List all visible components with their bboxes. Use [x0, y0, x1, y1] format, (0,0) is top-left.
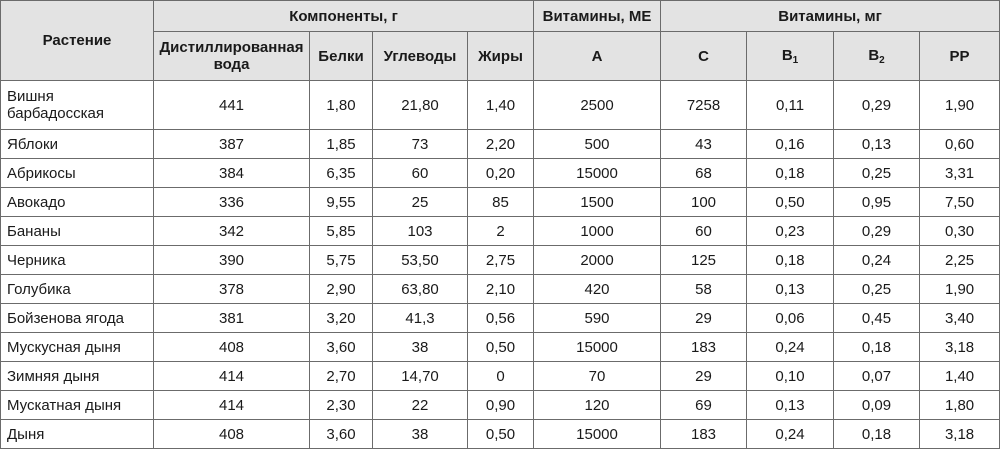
vitamin-b1-cell: 0,06: [747, 304, 834, 333]
components-group-header: Компоненты, г: [154, 1, 534, 32]
table-row: [1, 130, 1000, 159]
table-header: [1, 1, 1000, 81]
vitamin-a-cell: 420: [534, 275, 661, 304]
protein-cell: 2,70: [310, 362, 373, 391]
plant-name-cell: Зимняя дыня: [1, 362, 154, 391]
plant-name-cell: Мускусная дыня: [1, 333, 154, 362]
carbs-cell: 41,3: [373, 304, 468, 333]
vitamin-a-cell: 15000: [534, 420, 661, 449]
vitamin-c-cell: 183: [661, 333, 747, 362]
table-row: [1, 159, 1000, 188]
vitamin-a-cell: 70: [534, 362, 661, 391]
plant-name-cell: Мускатная дыня: [1, 391, 154, 420]
carbs-cell: 25: [373, 188, 468, 217]
vitamin-c-column-header: C: [661, 32, 747, 81]
vitamin-c-cell: 68: [661, 159, 747, 188]
carbs-cell: 14,70: [373, 362, 468, 391]
fats-cell: 2: [468, 217, 534, 246]
vitamin-b2-cell: 0,18: [834, 420, 920, 449]
fats-cell: 0: [468, 362, 534, 391]
vitamin-b2-label: B: [868, 46, 880, 64]
protein-cell: 9,55: [310, 188, 373, 217]
vitamin-pp-cell: 1,90: [920, 275, 1000, 304]
protein-cell: 3,20: [310, 304, 373, 333]
vitamin-b1-cell: 0,16: [747, 130, 834, 159]
table-row: [1, 333, 1000, 362]
vitamin-a-cell: 500: [534, 130, 661, 159]
vitamin-a-cell: 1500: [534, 188, 661, 217]
vitamin-b2-cell: 0,09: [834, 391, 920, 420]
vitamin-b2-cell: 0,45: [834, 304, 920, 333]
vitamin-b1-cell: 0,24: [747, 333, 834, 362]
vitamin-a-cell: 15000: [534, 333, 661, 362]
water-cell: 414: [154, 391, 310, 420]
plant-name-cell: Голубика: [1, 275, 154, 304]
table-row: [1, 362, 1000, 391]
vitamin-pp-cell: 3,18: [920, 420, 1000, 449]
vitamin-c-cell: 29: [661, 362, 747, 391]
vitamin-b1-cell: 0,13: [747, 275, 834, 304]
vitamin-pp-cell: 0,60: [920, 130, 1000, 159]
protein-column-header: Белки: [310, 32, 373, 81]
vitamin-c-cell: 100: [661, 188, 747, 217]
vitamin-b1-column-header: [747, 32, 834, 81]
carbs-cell: 38: [373, 420, 468, 449]
vitamin-pp-cell: 0,30: [920, 217, 1000, 246]
vitamins-me-group-header: Витамины, МЕ: [534, 1, 661, 32]
vitamin-a-cell: 1000: [534, 217, 661, 246]
vitamin-b1-cell: 0,13: [747, 391, 834, 420]
table-row: [1, 391, 1000, 420]
vitamin-b1-cell: 0,23: [747, 217, 834, 246]
fats-cell: 2,20: [468, 130, 534, 159]
protein-cell: 3,60: [310, 420, 373, 449]
water-cell: 336: [154, 188, 310, 217]
carbs-cell: 38: [373, 333, 468, 362]
vitamin-pp-cell: 1,90: [920, 81, 1000, 130]
carbs-cell: 103: [373, 217, 468, 246]
fats-cell: 1,40: [468, 81, 534, 130]
table-row: [1, 304, 1000, 333]
carbs-column-header: Углеводы: [373, 32, 468, 81]
carbs-cell: 21,80: [373, 81, 468, 130]
protein-cell: 2,90: [310, 275, 373, 304]
vitamin-a-cell: 2500: [534, 81, 661, 130]
vitamin-a-column-header: A: [534, 32, 661, 81]
vitamin-c-cell: 125: [661, 246, 747, 275]
water-cell: 390: [154, 246, 310, 275]
plant-name-cell: Яблоки: [1, 130, 154, 159]
vitamin-b2-cell: 0,18: [834, 333, 920, 362]
vitamin-pp-column-header: PP: [920, 32, 1000, 81]
plant-name-cell: Вишня барбадосская: [1, 81, 154, 130]
table-row: [1, 246, 1000, 275]
vitamin-pp-cell: 3,18: [920, 333, 1000, 362]
vitamin-c-cell: 29: [661, 304, 747, 333]
vitamin-b2-cell: 0,07: [834, 362, 920, 391]
fats-cell: 0,50: [468, 420, 534, 449]
table-row: [1, 217, 1000, 246]
carbs-cell: 63,80: [373, 275, 468, 304]
fats-cell: 2,75: [468, 246, 534, 275]
water-cell: 384: [154, 159, 310, 188]
vitamin-b1-subscript: 1: [792, 54, 799, 66]
fats-cell: 2,10: [468, 275, 534, 304]
table-row: [1, 420, 1000, 449]
water-cell: 414: [154, 362, 310, 391]
vitamin-c-cell: 43: [661, 130, 747, 159]
vitamin-c-cell: 58: [661, 275, 747, 304]
vitamin-b2-cell: 0,29: [834, 81, 920, 130]
vitamin-a-cell: 590: [534, 304, 661, 333]
vitamin-b1-cell: 0,50: [747, 188, 834, 217]
carbs-cell: 22: [373, 391, 468, 420]
carbs-cell: 60: [373, 159, 468, 188]
plant-name-cell: Дыня: [1, 420, 154, 449]
table-row: [1, 188, 1000, 217]
vitamin-b2-cell: 0,24: [834, 246, 920, 275]
vitamin-a-cell: 120: [534, 391, 661, 420]
protein-cell: 3,60: [310, 333, 373, 362]
fats-cell: 0,56: [468, 304, 534, 333]
vitamin-b2-subscript: 2: [879, 54, 885, 66]
vitamin-c-cell: 7258: [661, 81, 747, 130]
plant-name-cell: Бойзенова ягода: [1, 304, 154, 333]
vitamin-pp-cell: 2,25: [920, 246, 1000, 275]
protein-cell: 2,30: [310, 391, 373, 420]
vitamin-b1-cell: 0,18: [747, 159, 834, 188]
vitamin-b1-cell: 0,10: [747, 362, 834, 391]
vitamin-b1-cell: 0,24: [747, 420, 834, 449]
vitamin-b1-cell: 0,11: [747, 81, 834, 130]
vitamin-a-cell: 2000: [534, 246, 661, 275]
plant-name-cell: Бананы: [1, 217, 154, 246]
fats-cell: 85: [468, 188, 534, 217]
vitamin-b2-column-header: [834, 32, 920, 81]
fats-cell: 0,90: [468, 391, 534, 420]
vitamin-c-cell: 183: [661, 420, 747, 449]
water-cell: 408: [154, 333, 310, 362]
carbs-cell: 73: [373, 130, 468, 159]
vitamin-a-cell: 15000: [534, 159, 661, 188]
vitamin-pp-cell: 3,40: [920, 304, 1000, 333]
vitamin-pp-cell: 1,40: [920, 362, 1000, 391]
vitamin-b2-cell: 0,95: [834, 188, 920, 217]
water-cell: 387: [154, 130, 310, 159]
protein-cell: 5,85: [310, 217, 373, 246]
vitamin-b1-label: B: [781, 46, 793, 64]
vitamin-pp-cell: 3,31: [920, 159, 1000, 188]
carbs-cell: 53,50: [373, 246, 468, 275]
vitamin-b2-cell: 0,25: [834, 275, 920, 304]
protein-cell: 5,75: [310, 246, 373, 275]
protein-cell: 6,35: [310, 159, 373, 188]
fats-cell: 0,50: [468, 333, 534, 362]
plant-name-cell: Авокадо: [1, 188, 154, 217]
water-column-header: Дистиллированная вода: [154, 32, 310, 81]
water-cell: 441: [154, 81, 310, 130]
water-cell: 342: [154, 217, 310, 246]
vitamin-c-cell: 69: [661, 391, 747, 420]
vitamins-mg-group-header: Витамины, мг: [661, 1, 1000, 32]
vitamin-b1-cell: 0,18: [747, 246, 834, 275]
plant-name-cell: Черника: [1, 246, 154, 275]
vitamin-b2-cell: 0,29: [834, 217, 920, 246]
fats-column-header: Жиры: [468, 32, 534, 81]
table-row: [1, 275, 1000, 304]
fats-cell: 0,20: [468, 159, 534, 188]
vitamin-c-cell: 60: [661, 217, 747, 246]
vitamin-b2-cell: 0,13: [834, 130, 920, 159]
vitamin-pp-cell: 7,50: [920, 188, 1000, 217]
plant-column-header: Растение: [1, 1, 154, 81]
table-body: [1, 81, 1000, 449]
water-cell: 378: [154, 275, 310, 304]
vitamin-pp-cell: 1,80: [920, 391, 1000, 420]
table-row: [1, 81, 1000, 130]
protein-cell: 1,80: [310, 81, 373, 130]
water-cell: 381: [154, 304, 310, 333]
plant-name-cell: Абрикосы: [1, 159, 154, 188]
protein-cell: 1,85: [310, 130, 373, 159]
water-cell: 408: [154, 420, 310, 449]
vitamin-b2-cell: 0,25: [834, 159, 920, 188]
